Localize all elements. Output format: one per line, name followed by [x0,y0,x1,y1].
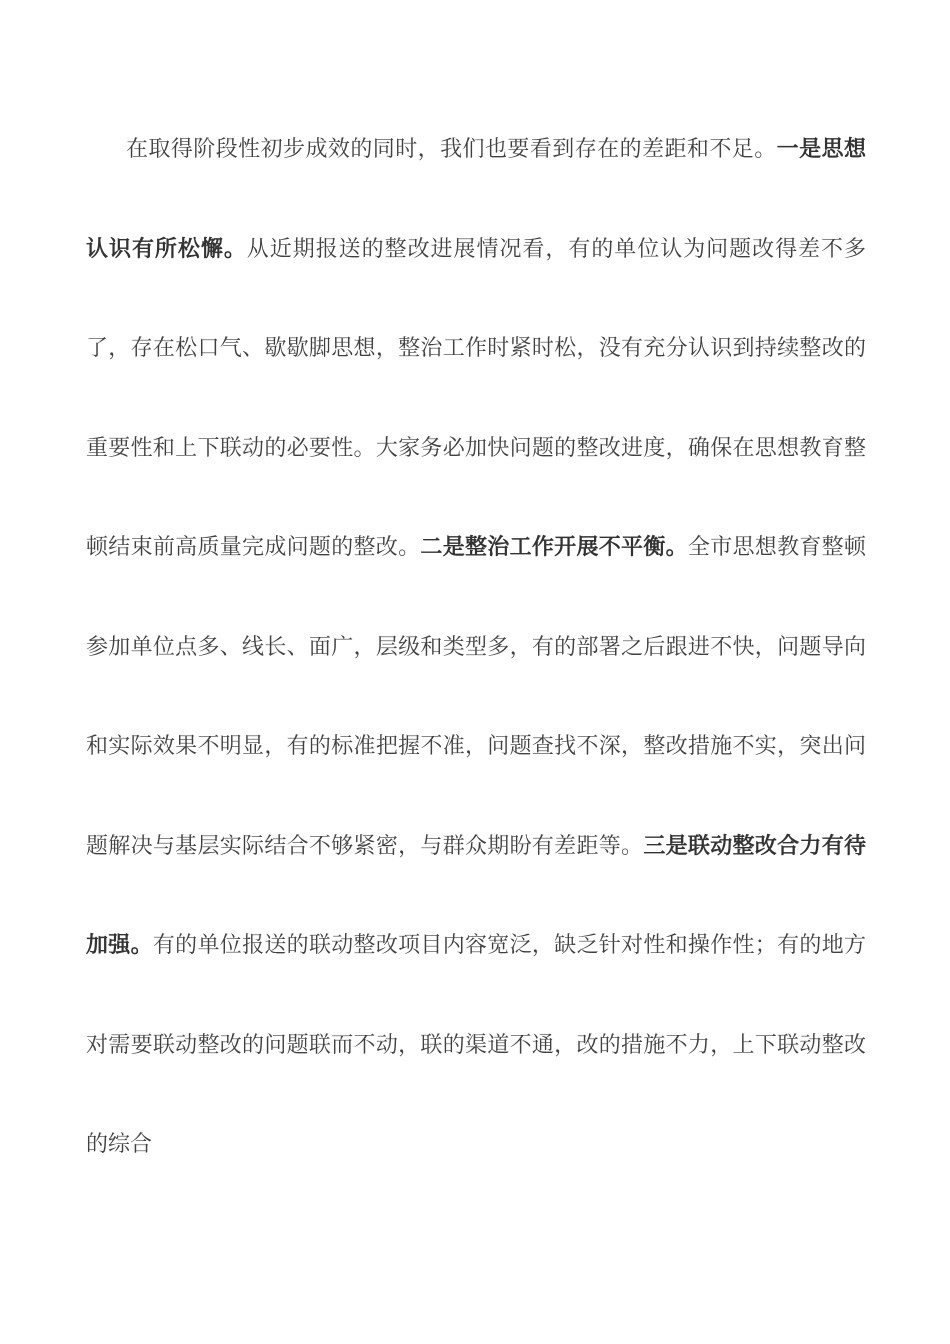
text-segment-3: 全市思想教育整顿参加单位点多、线长、面广，层级和类型多，有的部署之后跟进不快，问题导向和实际效果不明显，有的标准把握不准，问题查找不深，整改措施不实，突出问题解决与基层实际结合不够紧密，与群众期盼有差距等。 [86,535,866,859]
text-segment-2: 从近期报送的整改进展情况看，有的单位认为问题改得差不多了，存在松口气、歇歇脚思想，整治工作时紧时松，没有充分认识到持续整改的重要性和上下联动的必要性。大家务必加快问题的整改进度，确保在思想教育整顿结束前高质量完成问题的整改。 [86,236,866,560]
bold-point-2: 二是整治工作开展不平衡。 [420,535,688,560]
bold-point-1: 一是思想认识有所松懈。 [86,137,866,262]
bold-point-3: 三是联动整改合力有待加强。 [86,833,866,958]
body-paragraph [86,100,866,1195]
text-segment-1: 在取得阶段性初步成效的同时，我们也要看到存在的差距和不足。 [126,137,777,162]
text-segment-4: 有的单位报送的联动整改项目内容宽泛，缺乏针对性和操作性；有的地方对需要联动整改的问题联而不动，联的渠道不通，改的措施不力，上下联动整改的综合 [86,933,866,1157]
